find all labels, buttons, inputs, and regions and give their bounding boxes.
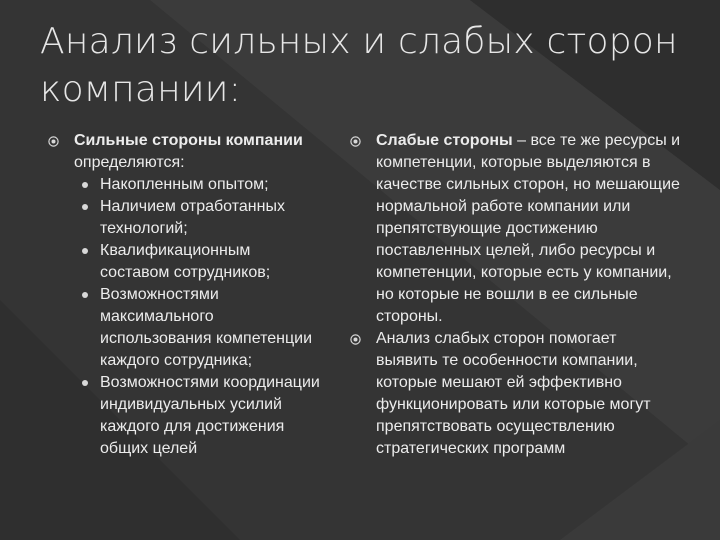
dot-bullet-icon (82, 248, 88, 254)
strengths-list (48, 174, 320, 460)
slide-title: Анализ сильных и слабых сторон компании: (40, 21, 678, 110)
dot-bullet-icon (82, 182, 88, 188)
dot-bullet-icon (82, 204, 88, 210)
list-item-text: Возможностями координации индивидуальных усилий каждого для достижения общих целей (100, 374, 320, 457)
strengths-lead (48, 130, 320, 174)
weakness-analysis-paragraph (350, 328, 682, 460)
dot-bullet-icon (82, 380, 88, 386)
strengths-column (48, 130, 320, 460)
list-item (72, 196, 320, 240)
strengths-lead-text: определяются: (74, 154, 185, 171)
weaknesses-text: – все те же ресурсы и компетенции, которые выделяются в качестве сильных сторон, но мешающие нормальной работе компании или препятствующие достижению поставленных целей, либо ресурсы и компетенции, которые есть у компании, но которые не вошли в ее сильные стороны. (376, 132, 681, 325)
dot-bullet-icon (82, 292, 88, 298)
strengths-lead-bold: Сильные стороны компании (74, 132, 303, 149)
list-item (72, 174, 320, 196)
weaknesses-column (350, 130, 682, 460)
weakness-analysis-text: Анализ слабых сторон помогает выявить те особенности компании, которые мешают ей эффективно функционировать или которые могут препятствовать осуществлению стратегических программ (376, 330, 651, 457)
list-item (72, 372, 320, 460)
weaknesses-paragraph (350, 130, 682, 328)
list-item (72, 284, 320, 372)
circle-bullet-icon (350, 136, 361, 147)
circle-bullet-icon (350, 334, 361, 345)
list-item (72, 240, 320, 284)
list-item-text: Накопленным опытом; (100, 176, 269, 193)
list-item-text: Квалификационным составом сотрудников; (100, 242, 271, 281)
list-item-text: Наличием отработанных технологий; (100, 198, 285, 237)
circle-bullet-icon (48, 136, 59, 147)
list-item-text: Возможностями максимального использования компетенции каждого сотрудника; (100, 286, 313, 369)
weaknesses-bold: Слабые стороны (376, 132, 513, 149)
